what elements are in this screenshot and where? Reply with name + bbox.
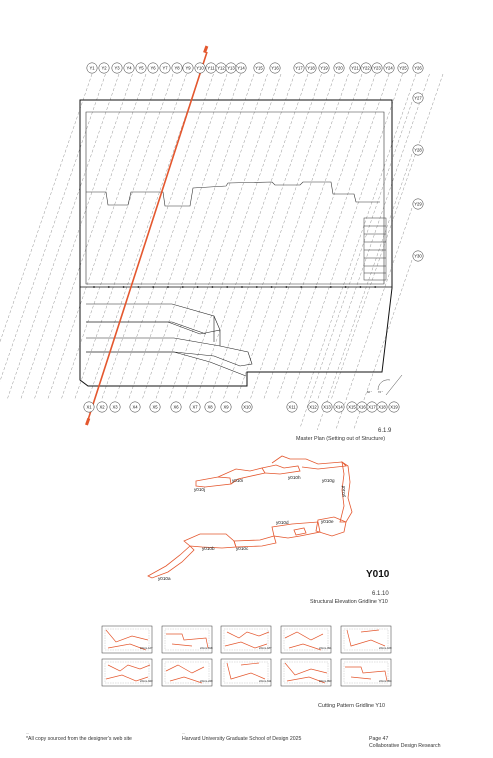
grid-bubble-y21 xyxy=(350,63,360,73)
grid-bubble-y7-label: Y7 xyxy=(162,65,168,71)
grid-bubble-y6 xyxy=(148,63,158,73)
section-cut-line xyxy=(87,52,207,423)
beam-point xyxy=(330,286,332,288)
gridline xyxy=(223,74,335,400)
beam-point xyxy=(300,286,302,288)
gridline xyxy=(34,74,146,400)
gridline xyxy=(7,74,119,400)
grid-bubble-y23-label: Y23 xyxy=(373,65,381,71)
grid-bubble-y15-label: Y15 xyxy=(255,65,263,71)
gridline xyxy=(115,74,227,400)
grid-bubble-x16-label: X16 xyxy=(358,404,366,410)
grid-bubble-y19-label: Y19 xyxy=(320,65,328,71)
beam-point xyxy=(286,286,288,288)
grid-bubble-x5 xyxy=(150,402,160,412)
grid-bubble-y4-label: Y4 xyxy=(126,65,132,71)
grid-bubble-x13-label: X13 xyxy=(323,404,331,410)
gridline xyxy=(318,74,430,400)
grid-bubble-x6-label: X6 xyxy=(173,404,179,410)
label-y010e: y010e xyxy=(321,519,334,524)
top-grid-bubbles xyxy=(87,63,423,73)
master-plan-fig-number: 6.1.9 xyxy=(378,428,392,434)
grid-bubble-y5-label: Y5 xyxy=(138,65,144,71)
cutting-panel xyxy=(221,626,272,653)
beam-point xyxy=(93,286,95,288)
school-mark: ... xyxy=(182,730,186,735)
course-name: Collaborative Design Research xyxy=(369,743,441,749)
grid-bubble-y22-label: Y22 xyxy=(362,65,370,71)
grid-bubble-x13 xyxy=(322,402,332,412)
panel-label: 22mm-127 xyxy=(140,647,153,650)
grid-bubble-x16 xyxy=(357,402,367,412)
grid-bubble-x2-label: X2 xyxy=(99,404,105,410)
grid-bubble-x14-label: X14 xyxy=(335,404,343,410)
grid-bubble-y8 xyxy=(172,63,182,73)
elevation-fig-number: 6.1.10 xyxy=(372,591,389,597)
footnote: *All copy sourced from the designer's web site xyxy=(26,736,132,742)
angle-label-72: 72 ° xyxy=(378,391,383,394)
gridline xyxy=(300,208,412,430)
master-plan-caption: Master Plan (Setting out of Structure) xyxy=(296,436,385,442)
roof-outline xyxy=(86,112,384,284)
grid-bubble-y25 xyxy=(398,63,408,73)
elevation-piece-labels xyxy=(158,475,346,581)
elevation-pieces xyxy=(148,456,352,578)
gridline xyxy=(142,74,254,400)
page-number: Page 47 xyxy=(369,736,389,742)
grid-bubble-y7 xyxy=(160,63,170,73)
grid-bubble-y26 xyxy=(413,63,423,73)
grid-bubble-x11 xyxy=(287,402,297,412)
grid-bubble-y18-label: Y18 xyxy=(307,65,315,71)
beam-point xyxy=(197,286,199,288)
gridline xyxy=(250,74,362,400)
cantilever-steps xyxy=(86,304,252,376)
grid-bubble-y9-label: Y9 xyxy=(185,65,191,71)
grid-bubble-y11-label: Y11 xyxy=(207,65,215,71)
gridline xyxy=(21,74,133,400)
grid-bubble-x10 xyxy=(242,402,252,412)
label-y010a: y010a xyxy=(158,576,171,581)
gridline xyxy=(331,74,443,400)
gridline xyxy=(48,74,160,400)
cutting-panel xyxy=(102,626,153,653)
grid-bubble-y23 xyxy=(372,63,382,73)
stepped-edge xyxy=(86,182,380,206)
beam-point xyxy=(271,286,273,288)
beam-point xyxy=(360,286,362,288)
grid-bubble-x11-label: X11 xyxy=(288,404,296,410)
beam-point xyxy=(138,286,140,288)
panel-label: 22mm-893 xyxy=(319,680,332,683)
piece-j xyxy=(196,477,231,487)
grid-bubble-y6-label: Y6 xyxy=(150,65,156,71)
gridline xyxy=(196,74,308,400)
cutting-patterns xyxy=(0,620,493,710)
beam-point xyxy=(108,286,110,288)
grid-bubble-y30 xyxy=(413,251,423,261)
gridline xyxy=(0,74,92,400)
gridline xyxy=(156,74,268,400)
label-y010h: y010h xyxy=(288,475,301,480)
grid-bubble-x15 xyxy=(347,402,357,412)
grid-bubble-x5-label: X5 xyxy=(152,404,158,410)
gridline xyxy=(237,74,349,400)
gridline xyxy=(102,74,214,400)
label-y010c: y010c xyxy=(236,546,249,551)
gridline xyxy=(277,74,389,400)
grid-bubble-x9-label: X9 xyxy=(223,404,229,410)
grid-bubble-y3 xyxy=(112,63,122,73)
cutting-panel xyxy=(162,659,213,686)
gridline xyxy=(183,74,295,400)
grid-bubble-y27 xyxy=(413,93,423,103)
grid-bubble-y22 xyxy=(361,63,371,73)
gridline xyxy=(264,74,376,400)
label-y010b: y010b xyxy=(202,546,215,551)
grid-bubble-x17-label: X17 xyxy=(368,404,376,410)
grid-bubble-y8-label: Y8 xyxy=(174,65,180,71)
label-y010i: y010i xyxy=(232,478,243,483)
site-boundary xyxy=(80,100,392,386)
grid-bubble-x2 xyxy=(97,402,107,412)
gridline xyxy=(210,74,322,400)
grid-bubble-y4 xyxy=(124,63,134,73)
gridline xyxy=(304,74,416,400)
school-name: Harvard University Graduate School of Design 2025 xyxy=(182,736,302,742)
panel-label: 22mm-943 xyxy=(140,680,153,683)
cutting-caption: Cutting Pattern Gridline Y10 xyxy=(318,703,386,709)
grid-bubble-y2-label: Y2 xyxy=(101,65,107,71)
grid-bubble-y13-label: Y13 xyxy=(227,65,235,71)
grid-bubble-x14 xyxy=(334,402,344,412)
grid-bubble-y25-label: Y25 xyxy=(399,65,407,71)
grid-bubble-y17 xyxy=(294,63,304,73)
grid-bubble-x3-label: X3 xyxy=(112,404,118,410)
grid-bubble-x12-label: X12 xyxy=(309,404,317,410)
beam-point xyxy=(212,286,214,288)
panel-label: 22mm-091 xyxy=(319,647,332,650)
beam-point xyxy=(182,286,184,288)
cutting-panel xyxy=(341,659,392,686)
grid-bubble-x17 xyxy=(367,402,377,412)
grid-bubble-y24-label: Y24 xyxy=(385,65,393,71)
grid-bubble-x4 xyxy=(130,402,140,412)
piece-g xyxy=(272,456,346,469)
gridline xyxy=(0,74,106,400)
beam-point xyxy=(241,286,243,288)
beam-point xyxy=(345,286,347,288)
grid-bubble-y14 xyxy=(236,63,246,73)
grid-bubble-y15 xyxy=(254,63,264,73)
label-y010d: y010d xyxy=(276,520,289,525)
panel-label: 22mm-818 xyxy=(200,647,213,650)
beam-point xyxy=(315,286,317,288)
grid-bubble-y11 xyxy=(206,63,216,73)
grid-bubble-y14-label: Y14 xyxy=(237,65,245,71)
grid-bubble-x8-label: X8 xyxy=(207,404,213,410)
cutting-panels xyxy=(102,626,392,686)
grid-bubble-x12 xyxy=(308,402,318,412)
panel-label: 22mm-109 xyxy=(379,647,392,650)
cutting-panel xyxy=(162,626,213,653)
beam-point xyxy=(123,286,125,288)
bottom-grid-bubbles xyxy=(84,402,399,412)
grid-bubble-y17-label: Y17 xyxy=(295,65,303,71)
grid-bubble-x9 xyxy=(221,402,231,412)
piece-d-detail xyxy=(294,528,306,535)
beam-point xyxy=(152,286,154,288)
structural-elevation-drawing xyxy=(0,455,493,585)
grid-bubble-y10-label: Y10 xyxy=(196,65,204,71)
grid-bubble-y28 xyxy=(413,145,423,155)
grid-bubble-x15-label: X15 xyxy=(348,404,356,410)
cutting-panel xyxy=(341,626,392,653)
cutting-panel xyxy=(102,659,153,686)
grid-bubble-x1-label: X1 xyxy=(86,404,92,410)
grid-bubble-y20-label: Y20 xyxy=(335,65,343,71)
grid-bubble-x6 xyxy=(171,402,181,412)
footnote-mark: ... xyxy=(26,730,30,735)
grid-bubble-y21-label: Y21 xyxy=(351,65,359,71)
label-y010g: y010g xyxy=(322,478,335,483)
beam-point xyxy=(167,286,169,288)
grid-bubble-x18-label: X18 xyxy=(378,404,386,410)
grid-bubble-y16 xyxy=(270,63,280,73)
gridline xyxy=(61,74,173,400)
grid-bubble-y3-label: Y3 xyxy=(114,65,120,71)
grid-bubble-y1 xyxy=(87,63,97,73)
gridline xyxy=(300,102,412,428)
setting-out-gridlines xyxy=(0,74,443,430)
grid-bubble-x4-label: X4 xyxy=(132,404,138,410)
panel-label: 22mm-249 xyxy=(200,680,213,683)
grid-bubble-y29 xyxy=(413,199,423,209)
grid-bubble-y10 xyxy=(195,63,205,73)
elevation-caption: Structural Elevation Gridline Y10 xyxy=(310,599,388,605)
grid-bubble-x10-label: X10 xyxy=(243,404,251,410)
gridline xyxy=(300,154,412,430)
grid-bubble-y26-label: Y26 xyxy=(414,65,422,71)
grid-bubble-x7 xyxy=(190,402,200,412)
piece-h xyxy=(262,465,300,474)
beam-point xyxy=(226,286,228,288)
gridline xyxy=(75,74,187,400)
cutting-panel xyxy=(281,626,332,653)
grid-bubble-y1-label: Y1 xyxy=(89,65,95,71)
panel-label: 22mm-187 xyxy=(259,647,272,650)
grid-bubble-y12 xyxy=(216,63,226,73)
gridline xyxy=(291,74,403,400)
section-cut-marker-top xyxy=(203,46,208,54)
grid-bubble-y24 xyxy=(384,63,394,73)
grid-bubble-y13 xyxy=(226,63,236,73)
beam-point xyxy=(374,286,376,288)
grid-bubble-y16-label: Y16 xyxy=(271,65,279,71)
angle-label-82: 82 ° xyxy=(367,391,372,394)
grid-bubble-x19 xyxy=(389,402,399,412)
grid-bubble-y2 xyxy=(99,63,109,73)
cutting-panel xyxy=(221,659,272,686)
grid-bubble-x1 xyxy=(84,402,94,412)
grid-bubble-y5 xyxy=(136,63,146,73)
grid-bubble-y9 xyxy=(183,63,193,73)
piece-a xyxy=(148,546,194,578)
label-y010f: y010f xyxy=(341,485,346,497)
grid-bubble-x18 xyxy=(377,402,387,412)
elevation-title: Y010 xyxy=(366,569,390,580)
grid-bubble-y29-label: Y29 xyxy=(414,201,422,207)
grid-bubble-y30-label: Y30 xyxy=(414,253,422,259)
beam-point xyxy=(256,286,258,288)
section-cut-marker-bottom xyxy=(85,418,90,426)
grid-bubble-x8 xyxy=(205,402,215,412)
grid-bubble-y18 xyxy=(306,63,316,73)
gridline xyxy=(169,74,281,400)
cutting-panel xyxy=(281,659,332,686)
label-y010j: y010j xyxy=(194,487,205,492)
gridline xyxy=(88,74,200,400)
panel-label: 22mm-054 xyxy=(379,680,392,683)
grid-bubble-y19 xyxy=(319,63,329,73)
panel-label: 22mm-611 xyxy=(259,680,272,683)
grid-bubble-x7-label: X7 xyxy=(192,404,198,410)
grid-bubble-y12-label: Y12 xyxy=(217,65,225,71)
grid-bubble-y20 xyxy=(334,63,344,73)
grid-bubble-x3 xyxy=(110,402,120,412)
grid-bubble-y27-label: Y27 xyxy=(414,95,422,101)
grid-bubble-y28-label: Y28 xyxy=(414,147,422,153)
grid-bubble-x19-label: X19 xyxy=(390,404,398,410)
